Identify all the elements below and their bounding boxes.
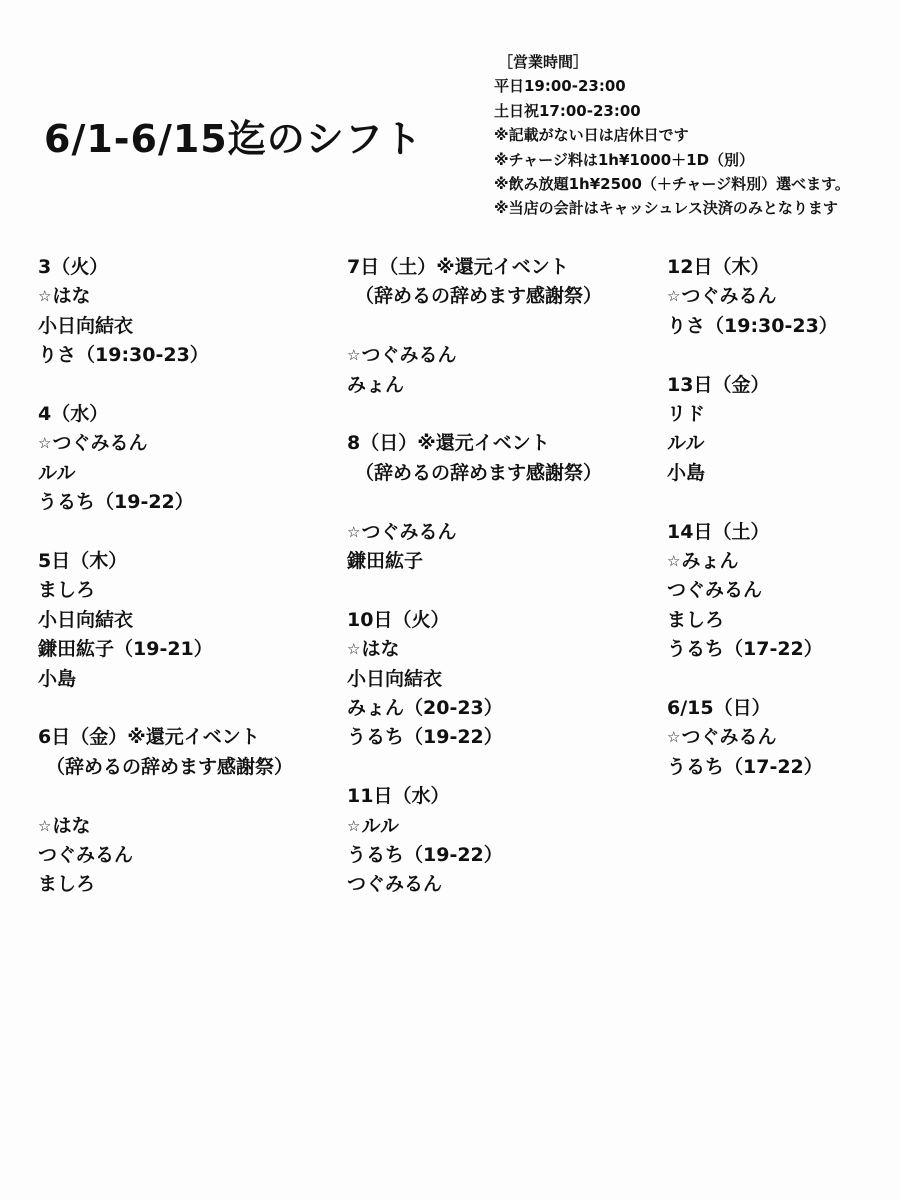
day-header: 8（日）※還元イベント [347, 432, 550, 455]
day-block [38, 253, 293, 371]
staff-row [38, 841, 293, 870]
staff-name: 小日向結衣 [38, 608, 134, 631]
staff-row [347, 371, 602, 400]
staff-name: うるち（19-22） [347, 844, 503, 867]
staff-row [38, 870, 293, 899]
day-header: 11日（水） [347, 785, 450, 808]
schedule-column-1 [38, 253, 293, 929]
staff-row [347, 841, 602, 870]
day-header: 7日（土）※還元イベント [347, 256, 569, 278]
staff-row [38, 635, 293, 664]
staff-row [347, 723, 602, 752]
staff-row [38, 341, 293, 370]
staff-name: 小島 [667, 461, 706, 484]
staff-row [347, 341, 602, 370]
day-block [667, 253, 838, 341]
staff-row [347, 694, 602, 723]
staff-name: つぐみるん [681, 285, 777, 308]
hours-heading: ［営業時間］ [498, 53, 589, 71]
staff-row [667, 547, 838, 576]
day-header: 12日（木） [667, 256, 770, 278]
staff-name: 鎌田紘子 [347, 549, 424, 572]
business-hours-notice [494, 50, 850, 221]
staff-name: はな [52, 814, 91, 837]
staff-row [347, 870, 602, 899]
staff-name: つぐみるん [38, 844, 134, 867]
staff-row [38, 488, 293, 517]
event-note: （辞めるの辞めます感謝祭） [46, 755, 294, 778]
staff-name: はな [52, 285, 91, 308]
staff-name: つぐみるん [361, 344, 457, 367]
star-icon: ☆ [38, 816, 52, 835]
hours-weekend-holiday: 土日祝17:00-23:00 [494, 101, 641, 120]
staff-name: みょん [681, 550, 739, 573]
day-header: 6/15（日） [667, 697, 771, 720]
staff-row [347, 665, 602, 694]
staff-row [667, 429, 838, 458]
day-block [667, 371, 838, 489]
staff-name: みょん [347, 373, 405, 396]
day-block [38, 547, 293, 694]
staff-name: はな [361, 638, 400, 661]
staff-row [667, 576, 838, 605]
staff-name: つぐみるん [681, 726, 777, 749]
staff-name: ましろ [38, 579, 96, 602]
event-note: （辞めるの辞めます感謝祭） [355, 285, 603, 308]
staff-row [347, 518, 602, 547]
day-block [347, 429, 602, 576]
staff-row [38, 459, 293, 488]
star-icon: ☆ [347, 346, 361, 365]
staff-row [667, 312, 838, 341]
staff-row [38, 282, 293, 311]
staff-name: ルル [667, 432, 705, 455]
staff-row [667, 723, 838, 752]
notice-all-you-can-drink: ※飲み放題1h¥2500（＋チャージ料別）選べます。 [494, 175, 850, 194]
staff-name: りさ（19:30-23） [667, 314, 838, 337]
spacer [347, 312, 602, 341]
staff-name: ましろ [667, 608, 725, 631]
star-icon: ☆ [667, 287, 681, 306]
day-header: 3（火） [38, 256, 109, 278]
page-title: 6/1-6/15迄のシフト [44, 117, 423, 161]
notice-cashless-payment: ※当店の会計はキャッシュレス決済のみとなります [494, 199, 838, 218]
star-icon: ☆ [38, 434, 52, 453]
staff-name: みょん（20-23） [347, 697, 503, 719]
staff-name: 小日向結衣 [38, 314, 134, 337]
staff-name: うるち（19-22） [38, 491, 194, 514]
day-block [38, 400, 293, 518]
day-block [347, 606, 602, 753]
day-header: 13日（金） [667, 373, 770, 396]
staff-name: ルル [38, 461, 76, 484]
star-icon: ☆ [347, 816, 361, 835]
spacer [38, 782, 293, 811]
schedule-column-3 [667, 253, 838, 812]
staff-row [347, 635, 602, 664]
star-icon: ☆ [667, 552, 681, 571]
notice-closed-days: ※記載がない日は店休日です [494, 126, 689, 145]
spacer [347, 488, 602, 517]
day-header: 10日（火） [347, 608, 450, 631]
day-block [667, 694, 838, 782]
staff-name: りさ（19:30-23） [38, 344, 209, 367]
staff-row [38, 665, 293, 694]
staff-row [667, 459, 838, 488]
hours-weekday: 平日19:00-23:00 [494, 77, 626, 96]
staff-name: つぐみるん [361, 520, 457, 543]
day-block [667, 518, 838, 665]
star-icon: ☆ [347, 522, 361, 541]
staff-name: うるち（17-22） [667, 638, 823, 661]
day-header: 14日（土） [667, 520, 770, 543]
staff-row [38, 606, 293, 635]
staff-name: つぐみるん [347, 873, 443, 896]
staff-name: ましろ [38, 873, 96, 896]
day-block [347, 782, 602, 900]
day-block [347, 253, 602, 400]
staff-row [667, 282, 838, 311]
staff-name: ルル [361, 814, 399, 837]
day-block [38, 723, 293, 899]
staff-name: リド [667, 403, 706, 426]
staff-name: 鎌田紘子（19-21） [38, 638, 213, 661]
notice-charge-fee: ※チャージ料は1h¥1000＋1D（別） [494, 150, 755, 169]
staff-row [38, 429, 293, 458]
staff-name: つぐみるん [667, 579, 763, 602]
staff-row [38, 576, 293, 605]
staff-name: うるち（17-22） [667, 755, 823, 778]
star-icon: ☆ [347, 640, 361, 659]
star-icon: ☆ [667, 728, 681, 747]
schedule-column-2 [347, 253, 602, 929]
staff-row [667, 635, 838, 664]
day-header: 4（水） [38, 403, 109, 426]
event-note: （辞めるの辞めます感謝祭） [355, 461, 603, 484]
staff-name: つぐみるん [52, 432, 148, 455]
staff-row [38, 312, 293, 341]
staff-row [347, 547, 602, 576]
star-icon: ☆ [38, 287, 52, 306]
day-header: 5日（木） [38, 550, 128, 573]
staff-name: 小日向結衣 [347, 667, 443, 690]
day-header: 6日（金）※還元イベント [38, 726, 260, 749]
staff-name: 小島 [38, 667, 77, 690]
staff-row [347, 812, 602, 841]
staff-row [667, 606, 838, 635]
staff-row [667, 753, 838, 782]
staff-name: うるち（19-22） [347, 726, 503, 749]
staff-row [38, 812, 293, 841]
staff-row [667, 400, 838, 429]
